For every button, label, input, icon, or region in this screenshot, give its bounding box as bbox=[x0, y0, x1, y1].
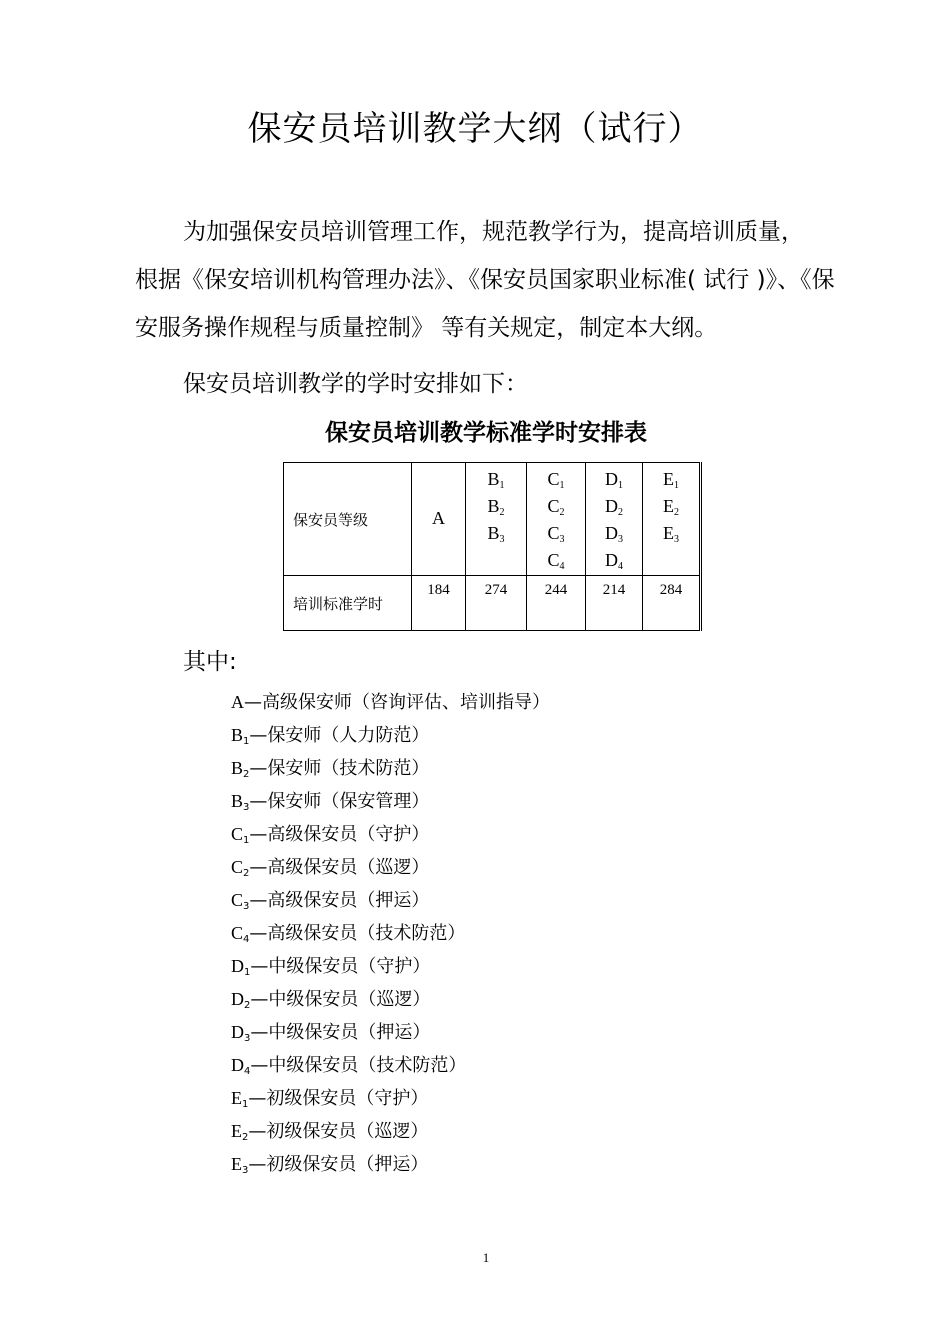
level-code-subscript: 2 bbox=[559, 507, 565, 518]
level-code-letter: E bbox=[231, 1154, 242, 1174]
legend-heading: 其中: bbox=[183, 649, 237, 675]
level-code-letter: C bbox=[231, 890, 244, 910]
level-code-subscript: 4 bbox=[618, 561, 623, 572]
hours-cell: 214 bbox=[586, 576, 643, 631]
legend-item bbox=[231, 918, 550, 951]
page-title: 保安员培训教学大纲（试行） bbox=[247, 109, 703, 149]
legend-item bbox=[231, 885, 550, 918]
level-code bbox=[643, 494, 699, 521]
level-cell bbox=[586, 463, 643, 576]
level-code-subscript: 1 bbox=[244, 967, 251, 978]
level-code-letter: B bbox=[487, 469, 500, 489]
legend-item bbox=[231, 984, 550, 1017]
level-code bbox=[527, 521, 585, 548]
intro-line-1: 为加强保安员培训管理工作，规范教学行为，提高培训质量， bbox=[183, 219, 804, 245]
level-code bbox=[586, 467, 642, 494]
table-title: 保安员培训教学标准学时安排表 bbox=[325, 420, 647, 446]
level-code-subscript: 3 bbox=[674, 534, 679, 545]
level-code-letter: D bbox=[231, 989, 244, 1009]
level-code-subscript: 2 bbox=[499, 507, 505, 518]
level-code bbox=[466, 494, 526, 521]
level-code-subscript: 2 bbox=[242, 1132, 249, 1143]
level-code bbox=[466, 467, 526, 494]
level-code-letter: D bbox=[605, 550, 618, 570]
level-code-subscript: 3 bbox=[243, 901, 250, 912]
legend-item-text: —高级保安员（技术防范） bbox=[249, 923, 466, 944]
level-code-letter: E bbox=[231, 1121, 242, 1141]
level-code-letter: C bbox=[547, 469, 560, 489]
legend-item bbox=[231, 1050, 550, 1083]
hours-row-label: 培训标准学时 bbox=[284, 576, 412, 631]
level-code bbox=[586, 548, 642, 575]
level-code-letter: D bbox=[231, 956, 244, 976]
legend-item-text: —初级保安员（押运） bbox=[248, 1154, 429, 1175]
level-code-letter: B bbox=[231, 758, 244, 778]
level-code-subscript: 2 bbox=[618, 507, 623, 518]
level-cell bbox=[466, 463, 527, 576]
legend-item bbox=[231, 786, 550, 819]
level-code-letter: C bbox=[547, 550, 560, 570]
level-code-subscript: 3 bbox=[618, 534, 623, 545]
hours-table bbox=[283, 462, 702, 631]
level-code-letter: C bbox=[231, 824, 244, 844]
level-code-letter: B bbox=[487, 523, 500, 543]
level-code-letter: B bbox=[231, 725, 244, 745]
level-code-letter: C bbox=[547, 496, 560, 516]
legend-item bbox=[231, 1149, 550, 1182]
level-code-letter: E bbox=[231, 1088, 242, 1108]
level-code-letter: C bbox=[231, 857, 244, 877]
legend-item bbox=[231, 1083, 550, 1116]
level-code-subscript: 1 bbox=[499, 480, 505, 491]
level-code-letter: D bbox=[605, 496, 618, 516]
level-row-label: 保安员等级 bbox=[284, 463, 412, 576]
legend-item-text: —高级保安员（守护） bbox=[249, 824, 430, 845]
level-code-letter: D bbox=[605, 469, 618, 489]
level-code-subscript: 3 bbox=[499, 534, 505, 545]
legend-item-text: —高级保安员（押运） bbox=[249, 890, 430, 911]
level-code-letter: A bbox=[231, 692, 244, 712]
level-code-subscript: 4 bbox=[244, 1066, 251, 1077]
level-code-letter: D bbox=[231, 1022, 244, 1042]
legend-item-text: —中级保安员（巡逻） bbox=[250, 989, 431, 1010]
level-code-letter: C bbox=[231, 923, 244, 943]
level-code bbox=[586, 521, 642, 548]
legend-item-text: —初级保安员（守护） bbox=[248, 1088, 429, 1109]
intro-line-3: 安服务操作规程与质量控制》 等有关规定，制定本大纲。 bbox=[135, 315, 718, 341]
level-code-subscript: 3 bbox=[243, 802, 250, 813]
level-code-subscript: 4 bbox=[559, 561, 565, 572]
level-code-subscript: 2 bbox=[244, 1000, 251, 1011]
level-code-subscript: 4 bbox=[243, 934, 250, 945]
legend-item bbox=[231, 819, 550, 852]
level-code-letter: E bbox=[663, 496, 674, 516]
legend-item bbox=[231, 1116, 550, 1149]
legend-item bbox=[231, 753, 550, 786]
level-code-letter: A bbox=[432, 507, 445, 528]
level-code-subscript: 1 bbox=[243, 736, 250, 747]
level-code bbox=[643, 521, 699, 548]
intro-line-2: 根据《保安培训机构管理办法》、《保安员国家职业标准( 试行 )》、《保 bbox=[135, 267, 835, 293]
level-cell bbox=[412, 463, 466, 576]
level-code-subscript: 1 bbox=[559, 480, 565, 491]
level-code-subscript: 1 bbox=[618, 480, 623, 491]
level-cell bbox=[527, 463, 586, 576]
level-cell bbox=[643, 463, 701, 576]
level-code bbox=[527, 467, 585, 494]
hours-row bbox=[284, 576, 701, 631]
level-code-subscript: 2 bbox=[243, 769, 250, 780]
level-code bbox=[527, 548, 585, 575]
level-code-subscript: 2 bbox=[674, 507, 679, 518]
level-code-letter: B bbox=[231, 791, 244, 811]
legend-item-text: —高级保安员（巡逻） bbox=[249, 857, 430, 878]
level-code-letter: E bbox=[663, 523, 674, 543]
legend-item bbox=[231, 1017, 550, 1050]
level-code-letter: C bbox=[547, 523, 560, 543]
level-code-subscript: 1 bbox=[242, 1099, 249, 1110]
legend-list bbox=[231, 687, 550, 1182]
page-number: 1 bbox=[482, 1250, 490, 1265]
intro-line-4: 保安员培训教学的学时安排如下： bbox=[183, 371, 528, 397]
legend-item bbox=[231, 852, 550, 885]
hours-cell: 184 bbox=[412, 576, 466, 631]
level-code bbox=[643, 467, 699, 494]
legend-item bbox=[231, 687, 550, 720]
hours-cell: 284 bbox=[643, 576, 701, 631]
level-code-subscript: 3 bbox=[244, 1033, 251, 1044]
legend-item-text: —中级保安员（技术防范） bbox=[250, 1055, 467, 1076]
legend-item-text: —保安师（保安管理） bbox=[249, 791, 430, 812]
level-code bbox=[527, 494, 585, 521]
level-code-letter: D bbox=[231, 1055, 244, 1075]
level-code-subscript: 1 bbox=[674, 480, 679, 491]
level-code-letter: E bbox=[663, 469, 674, 489]
legend-item-text: —中级保安员（守护） bbox=[250, 956, 431, 977]
legend-item bbox=[231, 720, 550, 753]
level-code-letter: D bbox=[605, 523, 618, 543]
level-code-letter: B bbox=[487, 496, 500, 516]
hours-cell: 244 bbox=[527, 576, 586, 631]
legend-item-text: —高级保安师（咨询评估、培训指导） bbox=[244, 692, 550, 713]
legend-item-text: —中级保安员（押运） bbox=[250, 1022, 431, 1043]
level-code-subscript: 3 bbox=[242, 1165, 249, 1176]
level-code bbox=[466, 521, 526, 548]
legend-item-text: —初级保安员（巡逻） bbox=[248, 1121, 429, 1142]
legend-item-text: —保安师（技术防范） bbox=[249, 758, 430, 779]
legend-item bbox=[231, 951, 550, 984]
legend-item-text: —保安师（人力防范） bbox=[249, 725, 430, 746]
level-row bbox=[284, 463, 701, 576]
level-code-subscript: 3 bbox=[559, 534, 565, 545]
level-code bbox=[586, 494, 642, 521]
hours-cell: 274 bbox=[466, 576, 527, 631]
level-code bbox=[412, 506, 465, 533]
level-code-subscript: 1 bbox=[243, 835, 250, 846]
level-code-subscript: 2 bbox=[243, 868, 250, 879]
